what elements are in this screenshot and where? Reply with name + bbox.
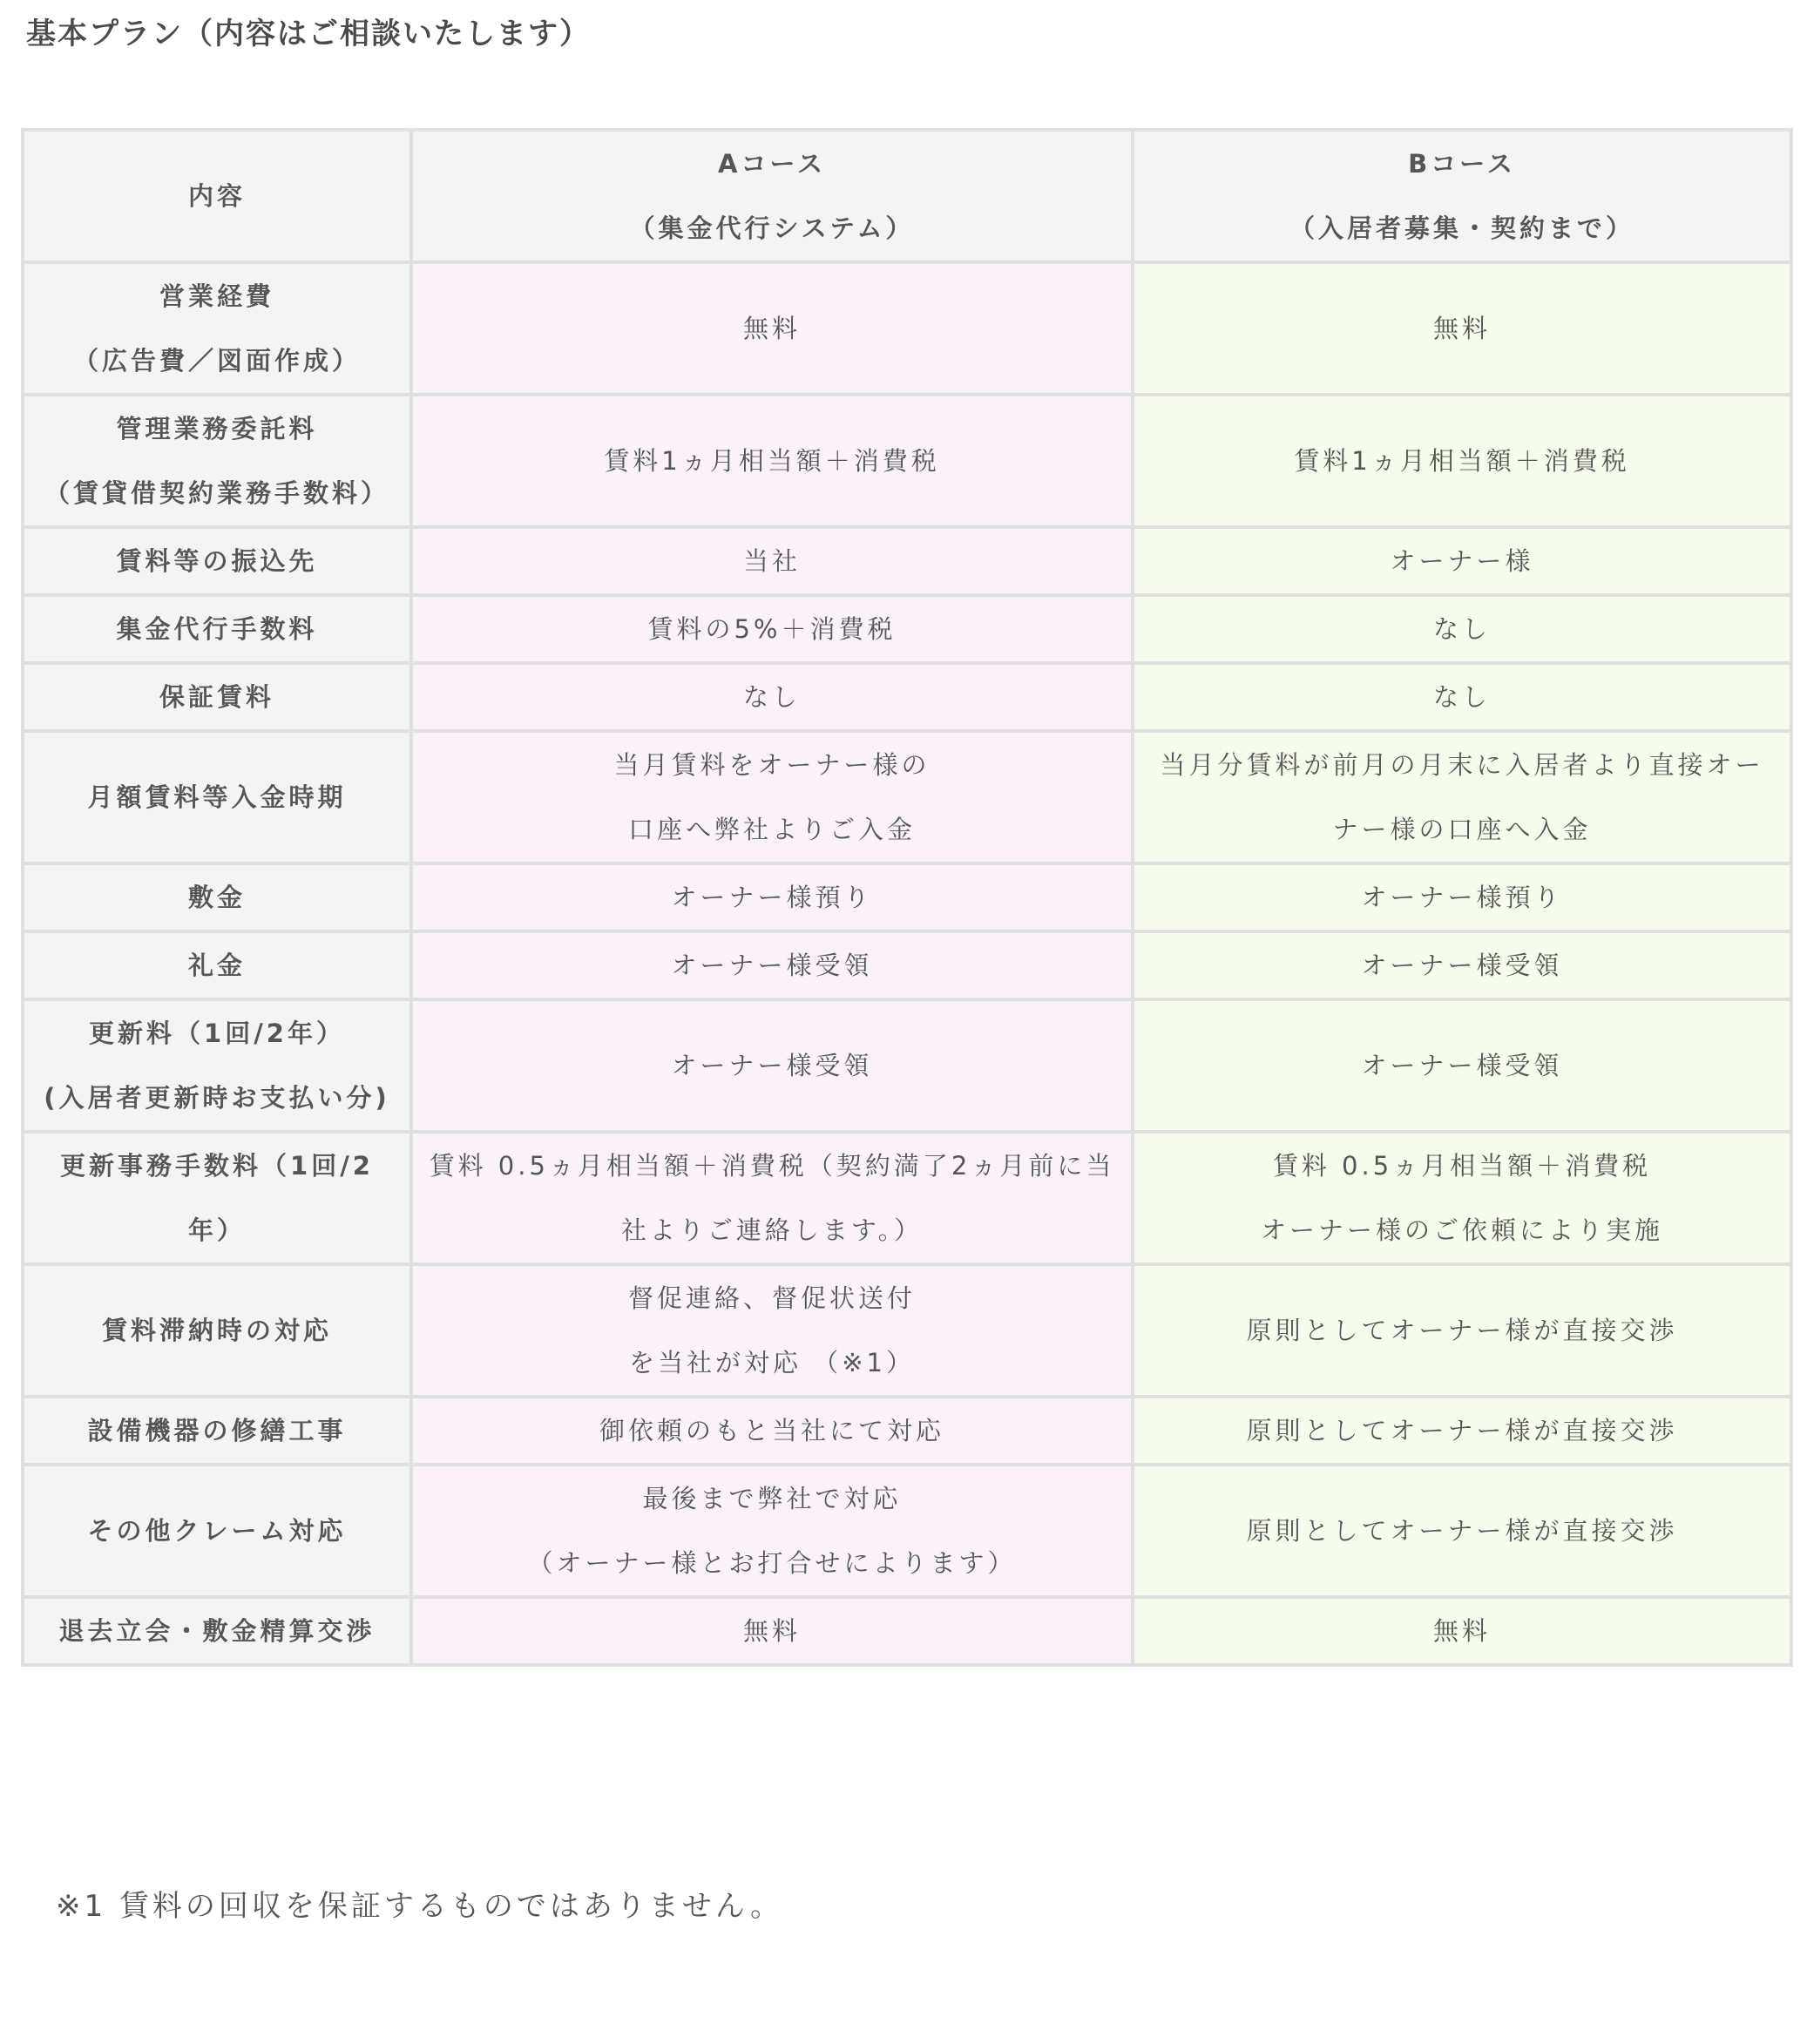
cell-text-line: 管理業務委託料 [116,414,318,443]
cell-text-line: オーナー様のご依頼により実施 [1260,1215,1663,1245]
cell-text-line: Bコース [1408,149,1516,179]
cell-text-line: 当月分賃料が前月の月末に入居者より直接オー [1160,750,1764,780]
cell-text-line: オーナー様受領 [671,1051,873,1080]
footnote: ※1 賃料の回収を保証するものではありません。 [56,1889,783,1924]
cell-text-line: その他クレーム対応 [87,1516,347,1546]
cell-text-line: 当社 [742,546,801,576]
course-b-cell [1133,731,1791,863]
table-row [23,663,1791,731]
cell-text-line: ナー様の口座へ入金 [1332,815,1592,844]
cell-text-line: なし [742,682,801,712]
course-a-cell [411,731,1133,863]
row-label-cell [23,1264,411,1397]
cell-text-line: 当月賃料をオーナー様の [613,750,931,780]
cell-text-line: 賃料等の振込先 [116,546,318,576]
cell-text-line: 無料 [1432,314,1491,343]
cell-text-line: 内容 [187,181,246,211]
cell-text-line: 賃料の5%＋消費税 [647,614,897,644]
table-row [23,395,1791,527]
table-row [23,595,1791,663]
cell-text-line: (入居者更新時お支払い分) [44,1083,390,1113]
course-b-cell [1133,863,1791,931]
course-a-cell [411,262,1133,395]
row-label-cell [23,130,411,262]
course-b-cell [1133,1264,1791,1397]
table-row [23,527,1791,595]
cell-text-line: 賃料1ヵ月相当額＋消費税 [1294,446,1630,476]
cell-text-line: 更新事務手数料（1回/2 [60,1151,374,1181]
course-a-cell [411,663,1133,731]
cell-text-line: 督促連絡、督促状送付 [627,1283,916,1313]
row-label-cell [23,1465,411,1597]
course-b-cell [1133,262,1791,395]
cell-text-line: 賃料 0.5ヵ月相当額＋消費税 [1272,1151,1652,1181]
cell-text-line: 原則としてオーナー様が直接交渉 [1246,1416,1678,1445]
cell-text-line: オーナー様受領 [671,951,873,980]
cell-text-line: Aコース [718,149,826,179]
course-a-cell [411,595,1133,663]
cell-text-line: 敷金 [187,883,246,912]
cell-text-line: 賃料1ヵ月相当額＋消費税 [604,446,940,476]
cell-text-line: なし [1432,614,1491,644]
cell-text-line: 保証賃料 [159,682,274,712]
table-row [23,1132,1791,1264]
cell-text-line: オーナー様 [1390,546,1534,576]
cell-text-line: 月額賃料等入金時期 [87,782,347,812]
course-a-cell [411,1465,1133,1597]
row-label-cell [23,1397,411,1465]
cell-text-line: 社よりご連絡します。） [620,1215,924,1245]
cell-text-line: オーナー様預り [671,883,873,912]
course-a-cell [411,931,1133,999]
course-b-cell [1133,395,1791,527]
course-b-cell [1133,527,1791,595]
cell-text-line: （オーナー様とお打合せによります） [527,1548,1017,1578]
course-b-cell [1133,931,1791,999]
table-body [23,130,1791,1665]
cell-text-line: を当社が対応 （※1） [629,1348,915,1377]
cell-text-line: 無料 [742,1616,801,1646]
table-row [23,262,1791,395]
cell-text-line: なし [1432,682,1491,712]
course-b-cell [1133,1397,1791,1465]
course-b-cell [1133,999,1791,1132]
cell-text-line: （集金代行システム） [629,213,915,243]
table-row [23,863,1791,931]
row-label-cell [23,1132,411,1264]
table-row [23,1397,1791,1465]
cell-text-line: オーナー様受領 [1361,951,1563,980]
page-title: 基本プラン（内容はご相談いたします） [26,17,591,51]
cell-text-line: （広告費／図面作成） [72,346,361,376]
cell-text-line: 無料 [742,314,801,343]
cell-text-line: 設備機器の修繕工事 [87,1416,347,1445]
row-label-cell [23,999,411,1132]
row-label-cell [23,395,411,527]
row-label-cell [23,863,411,931]
course-a-header-cell [411,130,1133,262]
cell-text-line: 無料 [1432,1616,1491,1646]
course-a-cell [411,1264,1133,1397]
course-b-cell [1133,1465,1791,1597]
cell-text-line: 礼金 [187,951,246,980]
cell-text-line: オーナー様受領 [1361,1051,1563,1080]
course-b-cell [1133,1597,1791,1665]
cell-text-line: 賃料滞納時の対応 [101,1316,332,1345]
cell-text-line: 原則としてオーナー様が直接交渉 [1246,1316,1678,1345]
course-a-cell [411,1397,1133,1465]
course-b-header-cell [1133,130,1791,262]
course-a-cell [411,527,1133,595]
cell-text-line: 口座へ弊社よりご入金 [627,815,916,844]
cell-text-line: 集金代行手数料 [116,614,318,644]
row-label-cell [23,1597,411,1665]
course-a-cell [411,1597,1133,1665]
cell-text-line: 原則としてオーナー様が直接交渉 [1246,1516,1678,1546]
cell-text-line: オーナー様預り [1361,883,1563,912]
cell-text-line: 御依頼のもと当社にて対応 [599,1416,944,1445]
plan-comparison-table [21,128,1793,1667]
course-a-cell [411,999,1133,1132]
course-a-cell [411,863,1133,931]
cell-text-line: （入居者募集・契約まで） [1289,213,1634,243]
row-label-cell [23,931,411,999]
table-row [23,731,1791,863]
row-label-cell [23,595,411,663]
cell-text-line: 最後まで弊社で対応 [642,1484,902,1513]
course-b-cell [1133,595,1791,663]
table-row [23,1597,1791,1665]
row-label-cell [23,731,411,863]
table-row [23,1465,1791,1597]
table-row [23,931,1791,999]
row-label-cell [23,262,411,395]
cell-text-line: 退去立会・敷金精算交渉 [58,1616,376,1646]
cell-text-line: （賃貸借契約業務手数料） [44,478,389,508]
table-row [23,1264,1791,1397]
cell-text-line: 賃料 0.5ヵ月相当額＋消費税（契約満了2ヵ月前に当 [429,1151,1115,1181]
cell-text-line: 営業経費 [159,281,274,311]
row-label-cell [23,527,411,595]
course-b-cell [1133,663,1791,731]
cell-text-line: 年） [187,1215,246,1245]
course-a-cell [411,1132,1133,1264]
course-b-cell [1133,1132,1791,1264]
cell-text-line: 更新料（1回/2年） [89,1019,345,1048]
row-label-cell [23,663,411,731]
table-row [23,999,1791,1132]
table-header-row [23,130,1791,262]
course-a-cell [411,395,1133,527]
